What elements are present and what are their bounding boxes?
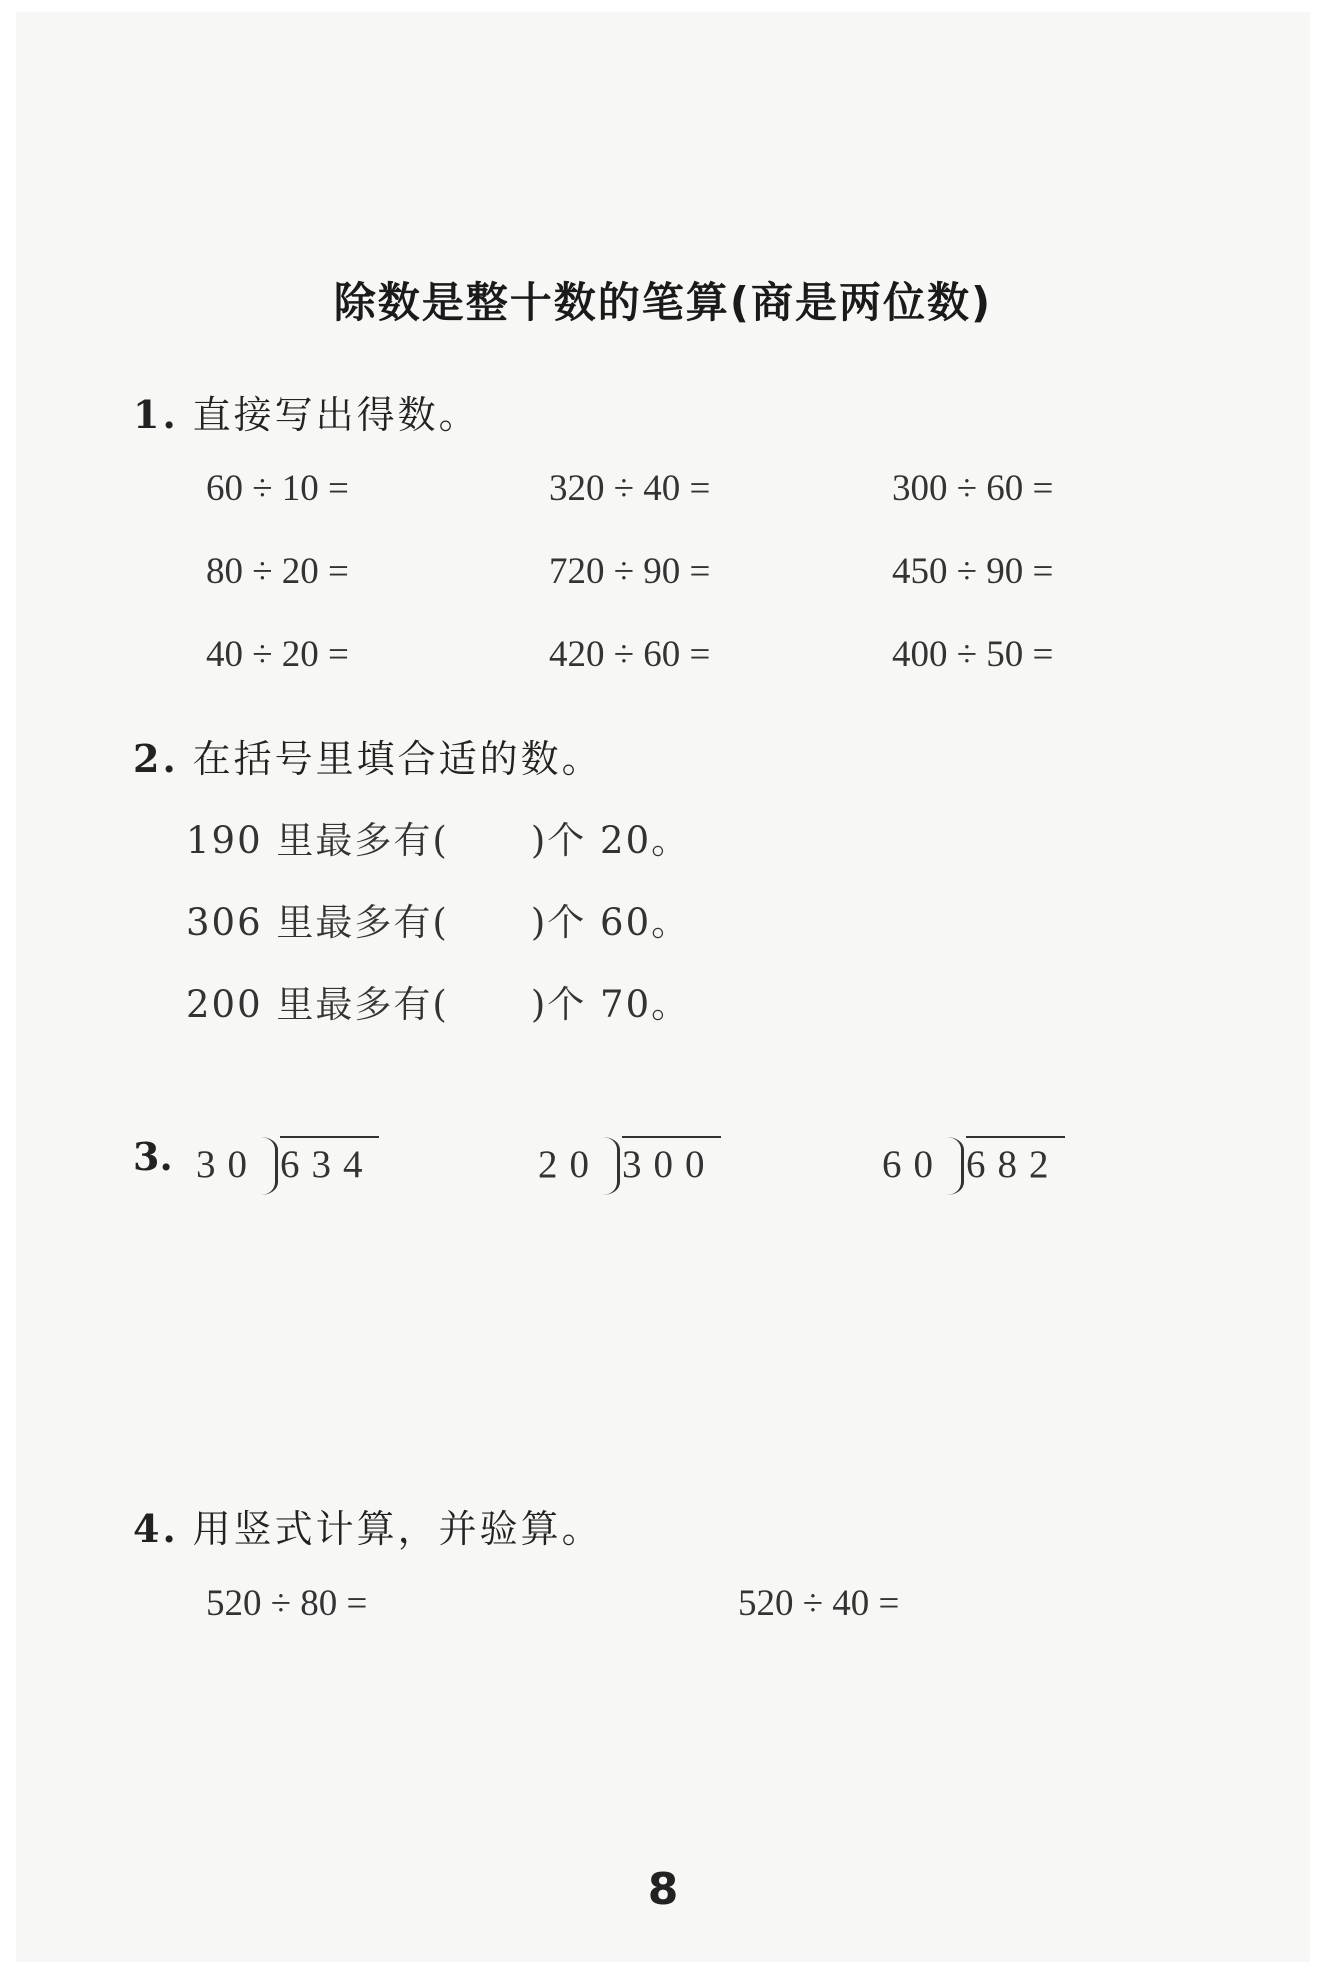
dividend: 682	[966, 1136, 1065, 1187]
worksheet-page	[16, 12, 1310, 1962]
q1-item: 450 ÷ 90 =	[892, 551, 1054, 592]
dividend: 300	[622, 1136, 721, 1187]
divisor: 30	[196, 1143, 259, 1186]
q4-instruction: 用竖式计算，并验算。	[192, 1507, 603, 1551]
division-bracket	[947, 1137, 964, 1195]
q4-heading	[133, 1498, 603, 1553]
division-bracket	[603, 1137, 620, 1195]
q1-item: 400 ÷ 50 =	[892, 634, 1054, 675]
q1-item: 720 ÷ 90 =	[549, 551, 711, 592]
q2-row-prefix: 190 里最多有(	[186, 819, 449, 862]
q2-row	[186, 892, 690, 946]
q1-instruction: 直接写出得数。	[192, 393, 480, 437]
q1-item: 420 ÷ 60 =	[549, 634, 711, 675]
q1-item: 320 ÷ 40 =	[549, 468, 711, 509]
q1-item: 60 ÷ 10 =	[206, 468, 349, 509]
q1-heading	[133, 384, 480, 439]
long-division	[538, 1129, 721, 1187]
divisor: 20	[538, 1143, 601, 1186]
q3-number: 3.	[133, 1134, 173, 1179]
q4-item: 520 ÷ 80 =	[206, 1583, 368, 1624]
page-number: 8	[647, 1864, 679, 1915]
q1-item: 80 ÷ 20 =	[206, 551, 349, 592]
q4-item: 520 ÷ 40 =	[738, 1583, 900, 1624]
q2-number: 2.	[133, 736, 179, 781]
q2-row-suffix: )个 70。	[530, 983, 691, 1026]
q4-number: 4.	[133, 1506, 179, 1551]
q2-row-prefix: 200 里最多有(	[186, 983, 449, 1026]
q2-row	[186, 810, 690, 864]
q1-item: 40 ÷ 20 =	[206, 634, 349, 675]
dividend: 634	[280, 1136, 379, 1187]
q2-row-suffix: )个 60。	[530, 901, 691, 944]
q2-heading	[133, 728, 603, 783]
q2-row-suffix: )个 20。	[530, 819, 691, 862]
q2-row	[186, 974, 690, 1028]
long-division	[196, 1129, 379, 1187]
division-bracket	[261, 1137, 278, 1195]
q1-item: 300 ÷ 60 =	[892, 468, 1054, 509]
q1-number: 1.	[133, 392, 179, 437]
q2-row-prefix: 306 里最多有(	[186, 901, 449, 944]
long-division	[882, 1129, 1065, 1187]
divisor: 60	[882, 1143, 945, 1186]
q2-instruction: 在括号里填合适的数。	[192, 737, 603, 781]
page-title: 除数是整十数的笔算(商是两位数)	[333, 278, 993, 327]
